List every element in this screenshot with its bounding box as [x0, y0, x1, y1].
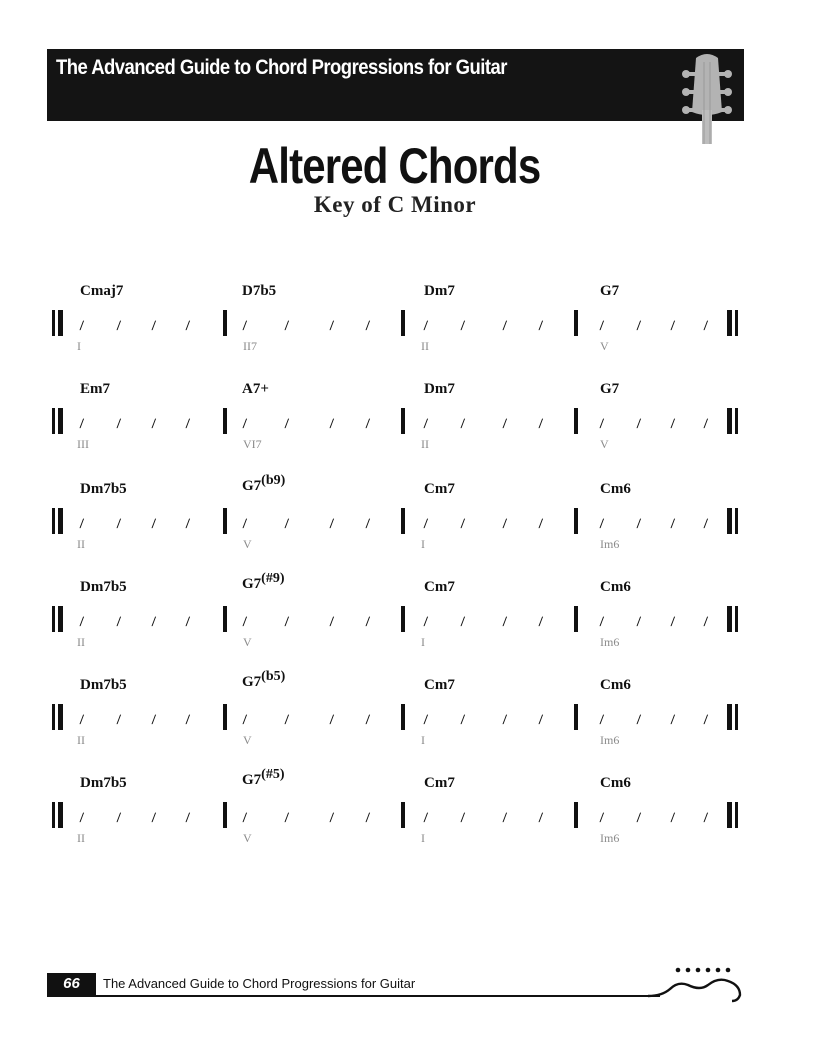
roman-numeral: Im6	[600, 635, 620, 649]
beat-slash: /	[151, 712, 157, 727]
guitar-headstock-icon	[676, 52, 738, 144]
beat-slash: /	[242, 318, 248, 333]
chord-symbol	[80, 381, 110, 398]
roman-numeral: Im6	[600, 537, 620, 551]
beat-slash: /	[329, 810, 335, 825]
beat-slash: /	[636, 416, 642, 431]
beat-slash: /	[79, 516, 85, 531]
repeat-barline	[52, 508, 55, 534]
chord-symbol	[242, 571, 285, 593]
chord-symbol	[600, 579, 631, 596]
beat-slash: /	[242, 712, 248, 727]
repeat-barline	[58, 802, 63, 828]
beat-slash: /	[460, 810, 466, 825]
repeat-barline	[58, 508, 63, 534]
barline	[223, 508, 227, 534]
beat-slash: /	[151, 416, 157, 431]
chord-symbol	[80, 775, 127, 792]
beat-slash: /	[284, 712, 290, 727]
chord-alteration: (b9)	[261, 473, 286, 488]
chord-name: Cm7	[424, 677, 455, 693]
beat-slash: /	[502, 810, 508, 825]
beat-slash: /	[599, 810, 605, 825]
chord-alteration: (#9)	[261, 571, 285, 586]
beat-slash: /	[502, 516, 508, 531]
roman-numeral: II	[77, 831, 85, 845]
beat-slash: /	[670, 416, 676, 431]
repeat-barline	[727, 802, 732, 828]
barline	[401, 408, 405, 434]
beat-slash: /	[460, 712, 466, 727]
beat-slash: /	[636, 318, 642, 333]
beat-slash: /	[538, 516, 544, 531]
chord-symbol	[600, 775, 631, 792]
beat-slash: /	[423, 416, 429, 431]
chord-name: Cm6	[600, 579, 631, 595]
beat-slash: /	[538, 416, 544, 431]
beat-slash: /	[185, 810, 191, 825]
roman-numeral: II	[77, 537, 85, 551]
barline	[401, 508, 405, 534]
chord-symbol	[242, 473, 286, 495]
barline	[401, 704, 405, 730]
beat-slash: /	[703, 810, 709, 825]
roman-numeral: VI7	[243, 437, 262, 451]
chord-name: G7	[242, 674, 262, 690]
chord-alteration: (#5)	[261, 767, 285, 782]
beat-slash: /	[502, 318, 508, 333]
beat-slash: /	[284, 416, 290, 431]
barline	[574, 508, 578, 534]
roman-numeral: V	[243, 831, 252, 845]
beat-slash: /	[284, 318, 290, 333]
beat-slash: /	[365, 614, 371, 629]
beat-slash: /	[185, 712, 191, 727]
roman-numeral: I	[421, 635, 425, 649]
barline	[401, 606, 405, 632]
beat-slash: /	[242, 810, 248, 825]
beat-slash: /	[502, 416, 508, 431]
chord-name: G7	[600, 283, 620, 299]
beat-slash: /	[460, 318, 466, 333]
chord-symbol	[424, 283, 455, 300]
beat-slash: /	[185, 516, 191, 531]
chord-name: Dm7b5	[80, 579, 127, 595]
repeat-barline	[735, 704, 738, 730]
roman-numeral: II	[421, 339, 429, 353]
repeat-barline	[58, 408, 63, 434]
chord-symbol	[80, 579, 127, 596]
footer-text: The Advanced Guide to Chord Progressions for Guitar	[103, 976, 416, 991]
barline	[574, 606, 578, 632]
chord-symbol	[242, 381, 269, 398]
beat-slash: /	[636, 516, 642, 531]
beat-slash: /	[116, 416, 122, 431]
chord-symbol	[80, 283, 123, 300]
roman-numeral: III	[77, 437, 89, 451]
chord-name: Cm7	[424, 481, 455, 497]
beat-slash: /	[423, 614, 429, 629]
chord-name: A7+	[242, 381, 269, 397]
beat-slash: /	[329, 516, 335, 531]
chord-symbol	[80, 677, 127, 694]
roman-numeral: I	[421, 733, 425, 747]
beat-slash: /	[703, 318, 709, 333]
beat-slash: /	[460, 416, 466, 431]
chord-symbol	[600, 677, 631, 694]
beat-slash: /	[599, 416, 605, 431]
chord-name: G7	[242, 576, 262, 592]
repeat-barline	[735, 408, 738, 434]
beat-slash: /	[670, 810, 676, 825]
repeat-barline	[52, 606, 55, 632]
barline	[574, 408, 578, 434]
chord-symbol	[424, 677, 455, 694]
chord-alteration: (b5)	[261, 669, 286, 684]
repeat-barline	[58, 704, 63, 730]
repeat-barline	[735, 508, 738, 534]
beat-slash: /	[116, 516, 122, 531]
chord-name: Dm7b5	[80, 481, 127, 497]
beat-slash: /	[185, 614, 191, 629]
beat-slash: /	[242, 416, 248, 431]
beat-slash: /	[79, 810, 85, 825]
repeat-barline	[727, 508, 732, 534]
chord-symbol	[600, 481, 631, 498]
chord-symbol	[424, 381, 455, 398]
roman-numeral: II	[421, 437, 429, 451]
beat-slash: /	[538, 318, 544, 333]
beat-slash: /	[636, 614, 642, 629]
repeat-barline	[727, 606, 732, 632]
chord-symbol	[424, 481, 455, 498]
beat-slash: /	[79, 614, 85, 629]
chord-name: Em7	[80, 381, 110, 397]
roman-numeral: I	[421, 831, 425, 845]
roman-numeral: V	[243, 635, 252, 649]
roman-numeral: II	[77, 635, 85, 649]
beat-slash: /	[670, 318, 676, 333]
chord-name: G7	[242, 478, 262, 494]
progression-row	[0, 669, 816, 757]
beat-slash: /	[703, 712, 709, 727]
beat-slash: /	[79, 712, 85, 727]
repeat-barline	[727, 408, 732, 434]
barline	[223, 704, 227, 730]
beat-slash: /	[151, 318, 157, 333]
beat-slash: /	[116, 318, 122, 333]
beat-slash: /	[365, 318, 371, 333]
beat-slash: /	[703, 416, 709, 431]
beat-slash: /	[284, 516, 290, 531]
beat-slash: /	[502, 712, 508, 727]
barline	[574, 802, 578, 828]
barline	[223, 408, 227, 434]
chord-name: Dm7	[424, 381, 455, 397]
progression-row	[0, 381, 816, 461]
roman-numeral: II7	[243, 339, 257, 353]
beat-slash: /	[423, 712, 429, 727]
beat-slash: /	[116, 810, 122, 825]
chord-name: Dm7b5	[80, 775, 127, 791]
chord-name: Cm6	[600, 677, 631, 693]
roman-numeral: V	[243, 537, 252, 551]
chord-symbol	[242, 669, 286, 691]
roman-numeral: V	[243, 733, 252, 747]
repeat-barline	[52, 704, 55, 730]
progression-row	[0, 473, 816, 561]
beat-slash: /	[599, 318, 605, 333]
roman-numeral: V	[600, 339, 609, 353]
chord-symbol	[424, 775, 455, 792]
chord-name: Dm7b5	[80, 677, 127, 693]
repeat-barline	[735, 606, 738, 632]
beat-slash: /	[599, 516, 605, 531]
beat-slash: /	[423, 318, 429, 333]
repeat-barline	[735, 310, 738, 336]
beat-slash: /	[538, 712, 544, 727]
chord-name: Cm7	[424, 579, 455, 595]
beat-slash: /	[329, 614, 335, 629]
beat-slash: /	[151, 516, 157, 531]
barline	[574, 310, 578, 336]
roman-numeral: V	[600, 437, 609, 451]
repeat-barline	[52, 408, 55, 434]
chord-name: D7b5	[242, 283, 277, 299]
chord-symbol	[80, 481, 127, 498]
chord-name: Cmaj7	[80, 283, 124, 299]
repeat-barline	[735, 802, 738, 828]
header-banner	[47, 49, 744, 121]
title-block	[0, 138, 790, 218]
repeat-barline	[58, 310, 63, 336]
guitar-neck-decoration-icon	[648, 963, 744, 1005]
beat-slash: /	[284, 810, 290, 825]
roman-numeral: Im6	[600, 733, 620, 747]
page-subtitle: Key of C Minor	[313, 192, 477, 217]
repeat-barline	[52, 802, 55, 828]
beat-slash: /	[242, 614, 248, 629]
beat-slash: /	[329, 318, 335, 333]
beat-slash: /	[703, 516, 709, 531]
beat-slash: /	[116, 712, 122, 727]
roman-numeral: Im6	[600, 831, 620, 845]
beat-slash: /	[460, 614, 466, 629]
barline	[401, 310, 405, 336]
chord-name: Dm7	[424, 283, 455, 299]
beat-slash: /	[365, 810, 371, 825]
barline	[223, 310, 227, 336]
chord-name: Cm7	[424, 775, 455, 791]
beat-slash: /	[185, 318, 191, 333]
beat-slash: /	[151, 614, 157, 629]
banner-title: The Advanced Guide to Chord Progressions for Guitar	[56, 56, 507, 79]
beat-slash: /	[185, 416, 191, 431]
chord-symbol	[242, 767, 285, 789]
page-title: Altered Chords	[249, 138, 541, 194]
beat-slash: /	[365, 416, 371, 431]
beat-slash: /	[538, 614, 544, 629]
page-number: 66	[47, 973, 96, 995]
progression-row	[0, 571, 816, 659]
chord-name: G7	[242, 772, 262, 788]
beat-slash: /	[284, 614, 290, 629]
beat-slash: /	[636, 810, 642, 825]
chord-symbol	[424, 579, 455, 596]
beat-slash: /	[538, 810, 544, 825]
beat-slash: /	[703, 614, 709, 629]
progression-row	[0, 283, 816, 363]
beat-slash: /	[365, 516, 371, 531]
beat-slash: /	[502, 614, 508, 629]
chord-name: G7	[600, 381, 620, 397]
beat-slash: /	[423, 810, 429, 825]
beat-slash: /	[329, 712, 335, 727]
beat-slash: /	[670, 712, 676, 727]
barline	[223, 802, 227, 828]
progression-row	[0, 767, 816, 855]
beat-slash: /	[423, 516, 429, 531]
chord-symbol	[600, 381, 619, 398]
chord-symbol	[242, 283, 276, 300]
beat-slash: /	[79, 416, 85, 431]
repeat-barline	[58, 606, 63, 632]
beat-slash: /	[599, 712, 605, 727]
roman-numeral: I	[421, 537, 425, 551]
roman-numeral: I	[77, 339, 81, 353]
barline	[574, 704, 578, 730]
beat-slash: /	[460, 516, 466, 531]
beat-slash: /	[365, 712, 371, 727]
beat-slash: /	[329, 416, 335, 431]
roman-numeral: II	[77, 733, 85, 747]
beat-slash: /	[79, 318, 85, 333]
repeat-barline	[52, 310, 55, 336]
barline	[223, 606, 227, 632]
beat-slash: /	[599, 614, 605, 629]
beat-slash: /	[242, 516, 248, 531]
beat-slash: /	[670, 516, 676, 531]
chord-name: Cm6	[600, 775, 631, 791]
repeat-barline	[727, 310, 732, 336]
footer-rule	[47, 995, 660, 997]
beat-slash: /	[116, 614, 122, 629]
beat-slash: /	[636, 712, 642, 727]
barline	[401, 802, 405, 828]
beat-slash: /	[670, 614, 676, 629]
repeat-barline	[727, 704, 732, 730]
beat-slash: /	[151, 810, 157, 825]
chord-symbol	[600, 283, 619, 300]
chord-name: Cm6	[600, 481, 631, 497]
